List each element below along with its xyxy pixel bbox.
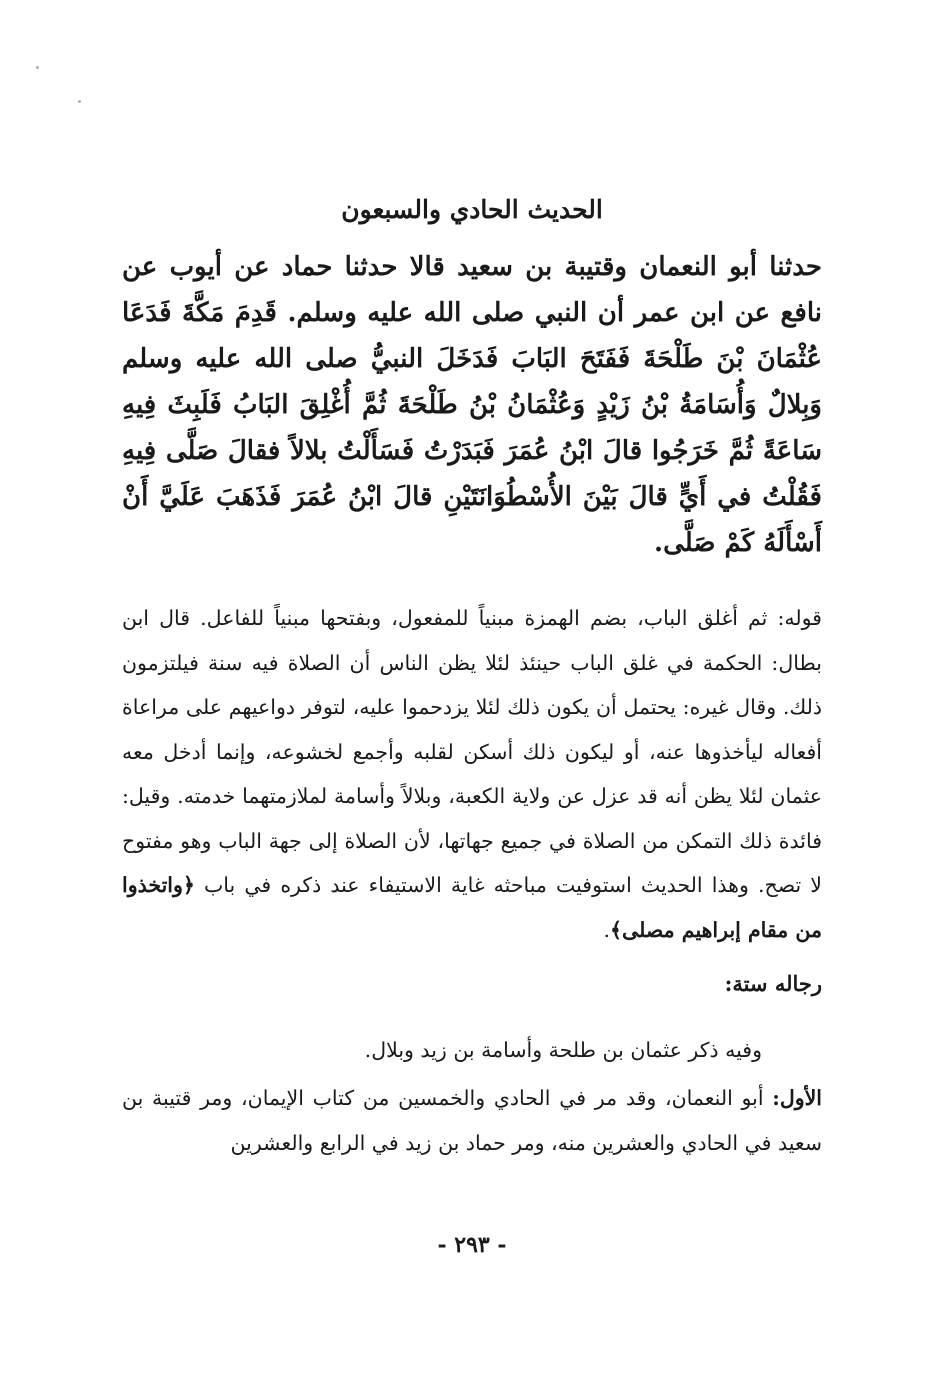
quran-quote: ﴿واتخذوا من مقام إبراهيم مصلى﴾ [122, 873, 822, 942]
narrators-heading: رجاله ستة: [724, 971, 822, 996]
commentary [122, 596, 822, 952]
commentary-text: قوله: ثم أغلق الباب، بضم الهمزة مبنياً للمفعول، وبفتحها مبنياً للفاعل. قال ابن بطال: الحكمة في غلق الباب حينئذ لئلا يظن الناس أن الصلاة فيه سنة فيلتزمون ذلك. وقال غيره: يحتمل أن يكون ذلك لئلا يزدحموا عليه، لتوفر دواعيهم على مراعاة أفعاله ليأخذوها عنه، أو ليكون ذلك أسكن لقلبه وأجمع لخشوعه، وإنما أدخل معه عثمان لئلا يظن أنه قد عزل عن ولاية الكعبة، وبلالاً وأسامة لملازمتهما خدمته. وقيل: فائدة ذلك التمكن من الصلاة في جميع جهاتها، لأن الصلاة إلى جهة الباب وهو مفتوح لا تصح. وهذا الحديث استوفيت مباحثه غاية الاستيفاء عند ذكره في باب [122, 606, 822, 897]
scan-speck [78, 100, 81, 103]
end-mark: . [603, 917, 611, 942]
scan-speck [36, 66, 39, 69]
commentary-paragraph [122, 596, 822, 952]
extra-persons-line: وفيه ذكر عثمان بن طلحة وأسامة بن زيد وبلال. [364, 1038, 762, 1062]
book-page [122, 190, 822, 1280]
first-narrator-text: أبو النعمان، وقد مر في الحادي والخمسين من كتاب الإيمان، ومر قتيبة بن سعيد في الحادي والعشرين منه، ومر حماد بن زيد في الرابع والعشرين [122, 1086, 822, 1155]
first-narrator-paragraph [122, 1076, 822, 1165]
page-number: - ٢٩٣ - [437, 1232, 507, 1258]
page-title: الحديث الحادي والسبعون [341, 195, 603, 224]
hadith-text: حدثنا أبو النعمان وقتيبة بن سعيد قالا حدثنا حماد عن أيوب عن نافع عن ابن عمر أن النبي صلى الله عليه وسلم. قَدِمَ مَكَّةَ فَدَعَا عُثْمَانَ بْنَ طَلْحَةَ فَفَتَحَ البَابَ فَدَخَلَ النبيُّ صلى الله عليه وسلم وَبِلالٌ وَأُسَامَةُ بْنُ زَيْدٍ وَعُثْمَانُ بْنُ طَلْحَةَ ثُمَّ أُغْلِقَ البَابُ فَلَبِثَ فِيهِ سَاعَةً ثُمَّ خَرَجُوا قالَ ابْنُ عُمَرَ فَبَدَرْتُ فَسَأَلْتُ بلالاً فقالَ صَلَّى فِيهِ فَقُلْتُ في أَيٍّ قالَ بَيْنَ الأُسْطُوَانَتَيْنِ قالَ ابْنُ عُمَرَ فَذَهَبَ عَلَيَّ أَنْ أَسْأَلَهُ كَمْ صَلَّى. [122, 252, 822, 558]
first-narrator-label: الأول: [772, 1086, 822, 1110]
